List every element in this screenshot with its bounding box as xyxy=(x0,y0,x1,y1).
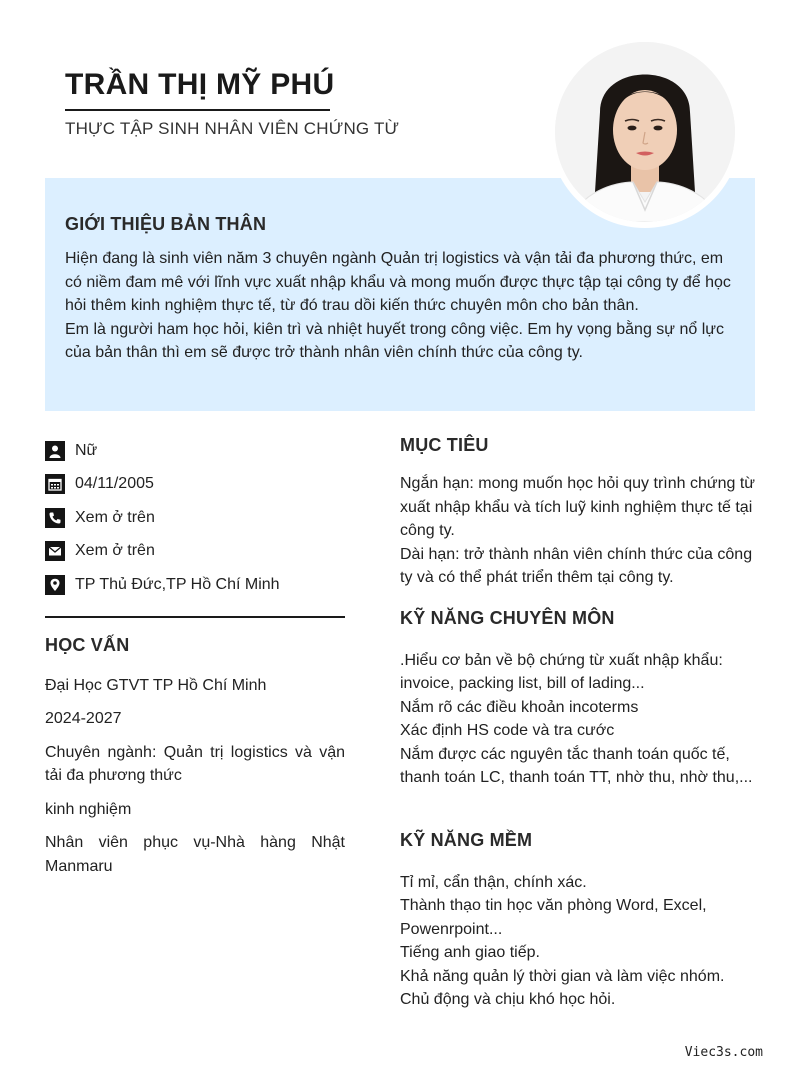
email-value: Xem ở trên xyxy=(75,542,155,560)
education-years: 2024-2027 xyxy=(45,710,122,727)
info-email xyxy=(45,535,345,569)
phone-value: Xem ở trên xyxy=(75,508,155,526)
avatar xyxy=(549,36,741,228)
objective-title: MỤC TIÊU xyxy=(400,435,489,455)
soft-skill-line: Chủ động và chịu khó học hỏi. xyxy=(400,991,616,1008)
intro-title: GIỚI THIỆU BẢN THÂN xyxy=(65,214,267,234)
right-column xyxy=(400,435,760,1030)
pro-skills-title: KỸ NĂNG CHUYÊN MÔN xyxy=(400,607,615,628)
gender-value: Nữ xyxy=(75,441,98,459)
location-pin-icon xyxy=(45,575,65,595)
left-column xyxy=(45,434,345,878)
objective-section xyxy=(400,435,760,590)
soft-skills-title: KỸ NĂNG MỀM xyxy=(400,829,533,850)
pro-skill-line: Nắm rõ các điều khoản incoterms xyxy=(400,698,639,716)
info-address xyxy=(45,568,345,602)
soft-skills-section xyxy=(400,830,760,1012)
objective-line: Dài hạn: trở thành nhân viên chính thức của công ty và có thể phát triển thêm tại công ty. xyxy=(400,545,753,586)
person-icon xyxy=(45,441,65,461)
birthdate-value: 04/11/2005 xyxy=(75,475,154,493)
pro-skills-section xyxy=(400,608,760,790)
objective-line: Ngắn hạn: mong muốn học hỏi quy trình chứng từ xuất nhập khẩu và tích luỹ kinh nghiệm thực tế tại công ty. xyxy=(400,475,755,539)
soft-skill-line: Thành thạo tin học văn phòng Word, Excel, Powenrpoint... xyxy=(400,897,707,938)
mail-icon xyxy=(45,541,65,561)
education-title: HỌC VẤN xyxy=(45,634,130,655)
watermark-text: Viec3s.com xyxy=(684,1045,763,1060)
phone-icon xyxy=(45,508,65,528)
soft-skill-line: Tiếng anh giao tiếp. xyxy=(400,944,540,961)
address-value: TP Thủ Đức,TP Hồ Chí Minh xyxy=(75,575,280,593)
intro-paragraph-2: Em là người ham học hỏi, kiên trì và nhiệt huyết trong công việc. Em hy vọng bằng sự nổ lực của bản thân thì em sẽ được trở thành nhân viên chính thức của công ty. xyxy=(65,320,724,361)
info-birthdate xyxy=(45,468,345,502)
candidate-name: TRẦN THỊ MỸ PHÚ xyxy=(65,68,335,101)
pro-skill-line: Xác định HS code và tra cước xyxy=(400,722,615,739)
info-phone xyxy=(45,501,345,535)
education-school: Đại Học GTVT TP Hồ Chí Minh xyxy=(45,676,267,694)
experience-label: kinh nghiệm xyxy=(45,800,132,818)
section-divider xyxy=(45,616,345,618)
pro-skill-line: .Hiểu cơ bản về bộ chứng từ xuất nhập khẩu: invoice, packing list, bill of lading... xyxy=(400,651,723,692)
info-gender xyxy=(45,434,345,468)
pro-skill-line: Nắm được các nguyên tắc thanh toán quốc tế, thanh toán LC, thanh toán TT, nhờ thu, nhờ thu,... xyxy=(400,745,753,786)
education-major: Chuyên ngành: Quản trị logistics và vận tải đa phương thức xyxy=(45,743,345,784)
soft-skill-line: Khả năng quản lý thời gian và làm việc nhóm. xyxy=(400,967,725,985)
education-section xyxy=(45,635,345,879)
intro-paragraph-1: Hiện đang là sinh viên năm 3 chuyên ngành Quản trị logistics và vận tải đa phương thức, em có niềm đam mê với lĩnh vực xuất nhập khẩu và mong muốn được thực tập tại công ty để học hỏi thêm kinh nghiệm thực tế, từ đó trau dồi kiến thức chuyên môn cho bản thân. xyxy=(65,250,731,314)
calendar-icon xyxy=(45,474,65,494)
experience-value: Nhân viên phục vụ-Nhà hàng Nhật Manmaru xyxy=(45,834,345,875)
soft-skill-line: Tỉ mỉ, cẩn thận, chính xác. xyxy=(400,873,587,891)
portrait-photo xyxy=(555,42,735,222)
job-title: THỰC TẬP SINH NHÂN VIÊN CHỨNG TỪ xyxy=(65,119,400,138)
name-underline xyxy=(65,109,330,111)
